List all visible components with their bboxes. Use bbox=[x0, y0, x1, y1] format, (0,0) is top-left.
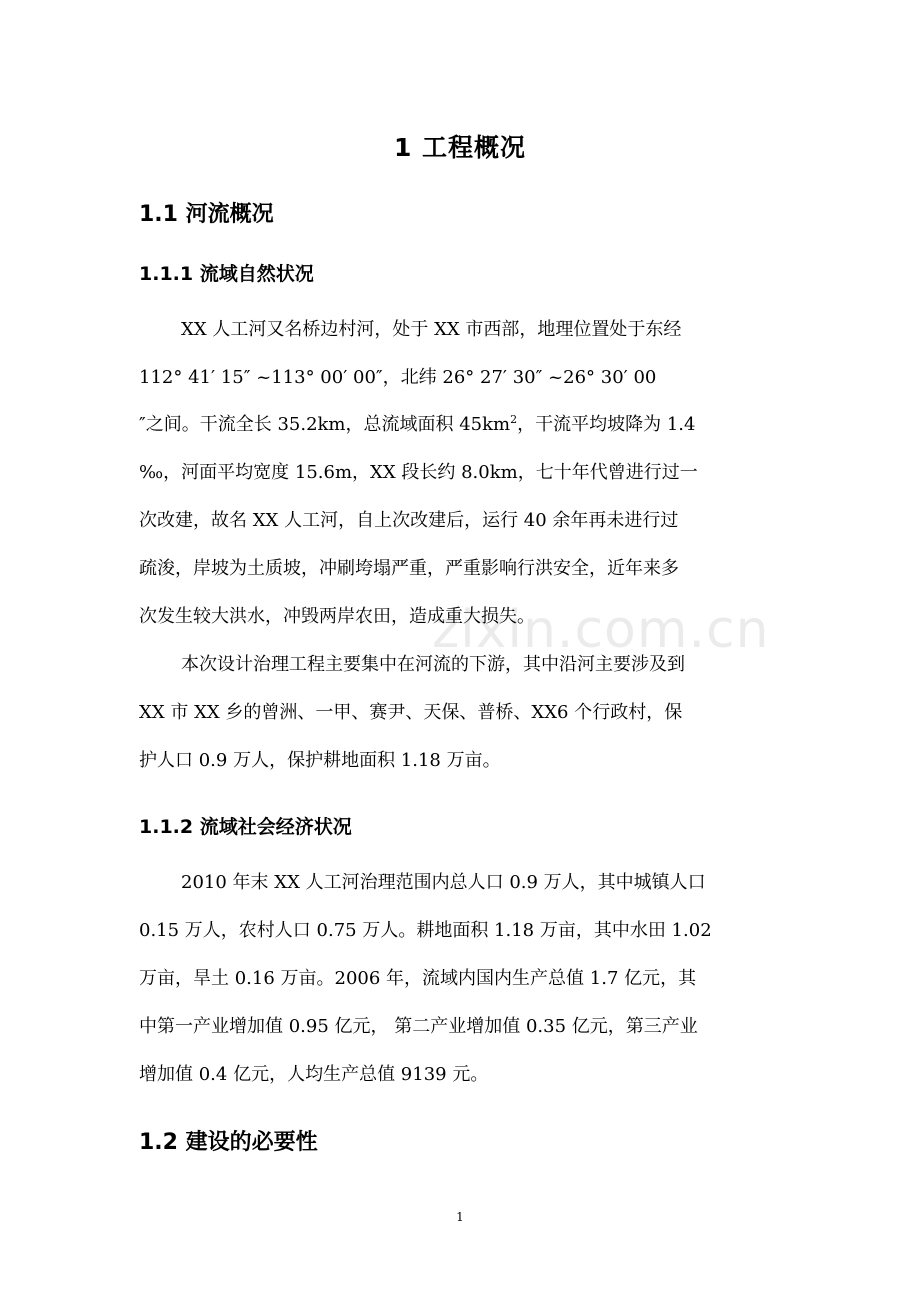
paragraph-line: 次改建，故名 XX 人工河，自上次改建后，运行 40 余年再未进行过 bbox=[139, 510, 679, 531]
paragraph-line: 2010 年末 XX 人工河治理范围内总人口 0.9 万人，其中城镇人口 bbox=[181, 872, 706, 893]
page-number: 1 bbox=[456, 1210, 464, 1224]
section-heading-1-1-2: 1.1.2 流域社会经济状况 bbox=[139, 816, 352, 838]
chapter-title: 1 工程概况 bbox=[393, 133, 527, 162]
paragraph-line: 0.15 万人，农村人口 0.75 万人。耕地面积 1.18 万亩，其中水田 1.02 bbox=[139, 920, 712, 941]
section-heading-1-1: 1.1 河流概况 bbox=[139, 202, 274, 227]
section-heading-1-1-1: 1.1.1 流域自然状况 bbox=[139, 263, 314, 285]
paragraph-line: 护人口 0.9 万人，保护耕地面积 1.18 万亩。 bbox=[139, 750, 501, 771]
paragraph-text: ″之间。干流全长 35.2km，总流域面积 45km bbox=[139, 414, 511, 435]
paragraph-line: 112° 41′ 15″ ~113° 00′ 00″，北纬 26° 27′ 30″ ~26° 30′ 00 bbox=[139, 367, 657, 388]
paragraph-text: ，干流平均坡降为 1.4 bbox=[517, 414, 696, 435]
paragraph-line: 增加值 0.4 亿元，人均生产总值 9139 元。 bbox=[139, 1064, 489, 1085]
paragraph-line: XX 市 XX 乡的曾洲、一甲、赛尹、天保、普桥、XX6 个行政村，保 bbox=[139, 702, 683, 723]
paragraph-line: XX 人工河又名桥边村河，处于 XX 市西部，地理位置处于东经 bbox=[181, 319, 682, 340]
paragraph-line: 中第一产业增加值 0.95 亿元， 第二产业增加值 0.35 亿元，第三产业 bbox=[139, 1016, 698, 1037]
section-heading-1-2: 1.2 建设的必要性 bbox=[139, 1130, 318, 1155]
paragraph-line: 本次设计治理工程主要集中在河流的下游，其中沿河主要涉及到 bbox=[181, 654, 685, 675]
paragraph-line: 次发生较大洪水，冲毁两岸农田，造成重大损失。 bbox=[139, 606, 535, 627]
paragraph-line: 疏浚，岸坡为土质坡，冲刷垮塌严重，严重影响行洪安全，近年来多 bbox=[139, 558, 679, 579]
paragraph-line bbox=[139, 414, 781, 436]
paragraph-line: ‰，河面平均宽度 15.6m，XX 段长约 8.0km，七十年代曾进行过一 bbox=[139, 462, 698, 483]
watermark: zixin.com.cn bbox=[432, 600, 770, 660]
superscript: 2 bbox=[510, 413, 518, 426]
paragraph-line: 万亩，旱土 0.16 万亩。2006 年，流域内国内生产总值 1.7 亿元，其 bbox=[139, 968, 697, 989]
